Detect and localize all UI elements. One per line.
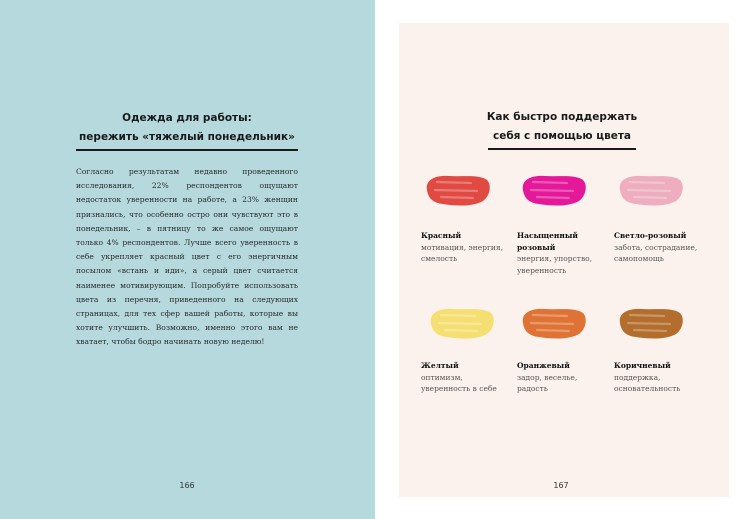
color-description: задор, веселье, радость: [517, 372, 578, 393]
color-label-red: [421, 230, 521, 265]
swatch-highlight: [533, 315, 567, 316]
swatch-light-pink: [614, 170, 686, 210]
body-paragraph: Согласно результатам недавно проведенного исследования, 22% респондентов ощущают недостаток уверенности на работе, а 23% женщин признались, что особенно остро они чувствуют это в понедельник, – в пятницу то же самое ощущают только 4% респондентов. Лучше всего уверенность в себе укрепляет красный цвет с его энергичным посылом «встань и иди», а серый цвет считается наименее мотивирующим. Попробуйте использовать цвета из перечня, приведенного на следующих страницах, для тех сфер вашей работы, которые вы хотите улучшить. Возможно, именно этого вам не хватает, чтобы бодро начинать новую неделю!: [76, 167, 298, 347]
swatch-brown: [614, 303, 686, 343]
swatch-highlight: [537, 197, 569, 198]
swatch-highlight: [445, 330, 477, 331]
color-label-light-pink: [614, 230, 704, 265]
right-heading-divider: [488, 148, 636, 150]
swatch-highlight: [634, 197, 666, 198]
color-description: энергия, упорство, уверенность: [517, 254, 593, 275]
page-number-left: 166: [179, 481, 195, 490]
swatch-highlight: [439, 323, 481, 324]
color-label-brown: [614, 360, 694, 395]
color-name: Коричневый: [614, 361, 671, 370]
swatch-red: [421, 170, 493, 210]
swatch-highlight: [435, 190, 477, 191]
color-name: Оранжевый: [517, 361, 570, 370]
color-name: Насыщенный розовый: [517, 231, 578, 252]
left-heading-line-2: пережить «тяжелый понедельник»: [79, 131, 295, 143]
color-label-orange: [517, 360, 597, 395]
swatch-highlight: [441, 197, 473, 198]
color-description: забота, сострадание, самопомощь: [614, 242, 698, 263]
color-name: Красный: [421, 231, 462, 240]
color-label-hot-pink: [517, 230, 605, 276]
right-heading-line-1: Как быстро поддержать: [486, 111, 638, 123]
left-heading-divider: [76, 149, 298, 151]
right-heading-line-2: себя с помощью цвета: [492, 130, 632, 142]
color-description: мотивация, энергия, смелость: [421, 242, 503, 263]
swatch-highlight: [634, 330, 666, 331]
left-body-text: [76, 165, 298, 350]
swatch-highlight: [630, 315, 664, 316]
color-description: оптимизм, уверенность в себе: [421, 372, 497, 393]
swatch-highlight: [531, 190, 573, 191]
color-name: Светло-розовый: [614, 231, 687, 240]
color-label-yellow: [421, 360, 501, 395]
swatch-orange: [517, 303, 589, 343]
swatch-highlight: [628, 323, 670, 324]
swatch-highlight: [441, 315, 475, 316]
swatch-highlight: [437, 182, 471, 183]
page-number-right: 167: [553, 481, 569, 490]
swatch-hot-pink: [517, 170, 589, 210]
left-heading-line-1: Одежда для работы:: [122, 112, 252, 124]
swatch-yellow: [425, 303, 497, 343]
swatch-highlight: [628, 190, 670, 191]
swatch-highlight: [537, 330, 569, 331]
swatch-highlight: [630, 182, 664, 183]
left-page-heading: [76, 109, 298, 147]
right-page-heading: [462, 108, 662, 146]
color-description: поддержка, основательность: [614, 372, 681, 393]
swatch-highlight: [533, 182, 567, 183]
color-name: Желтый: [421, 361, 459, 370]
swatch-highlight: [531, 323, 573, 324]
